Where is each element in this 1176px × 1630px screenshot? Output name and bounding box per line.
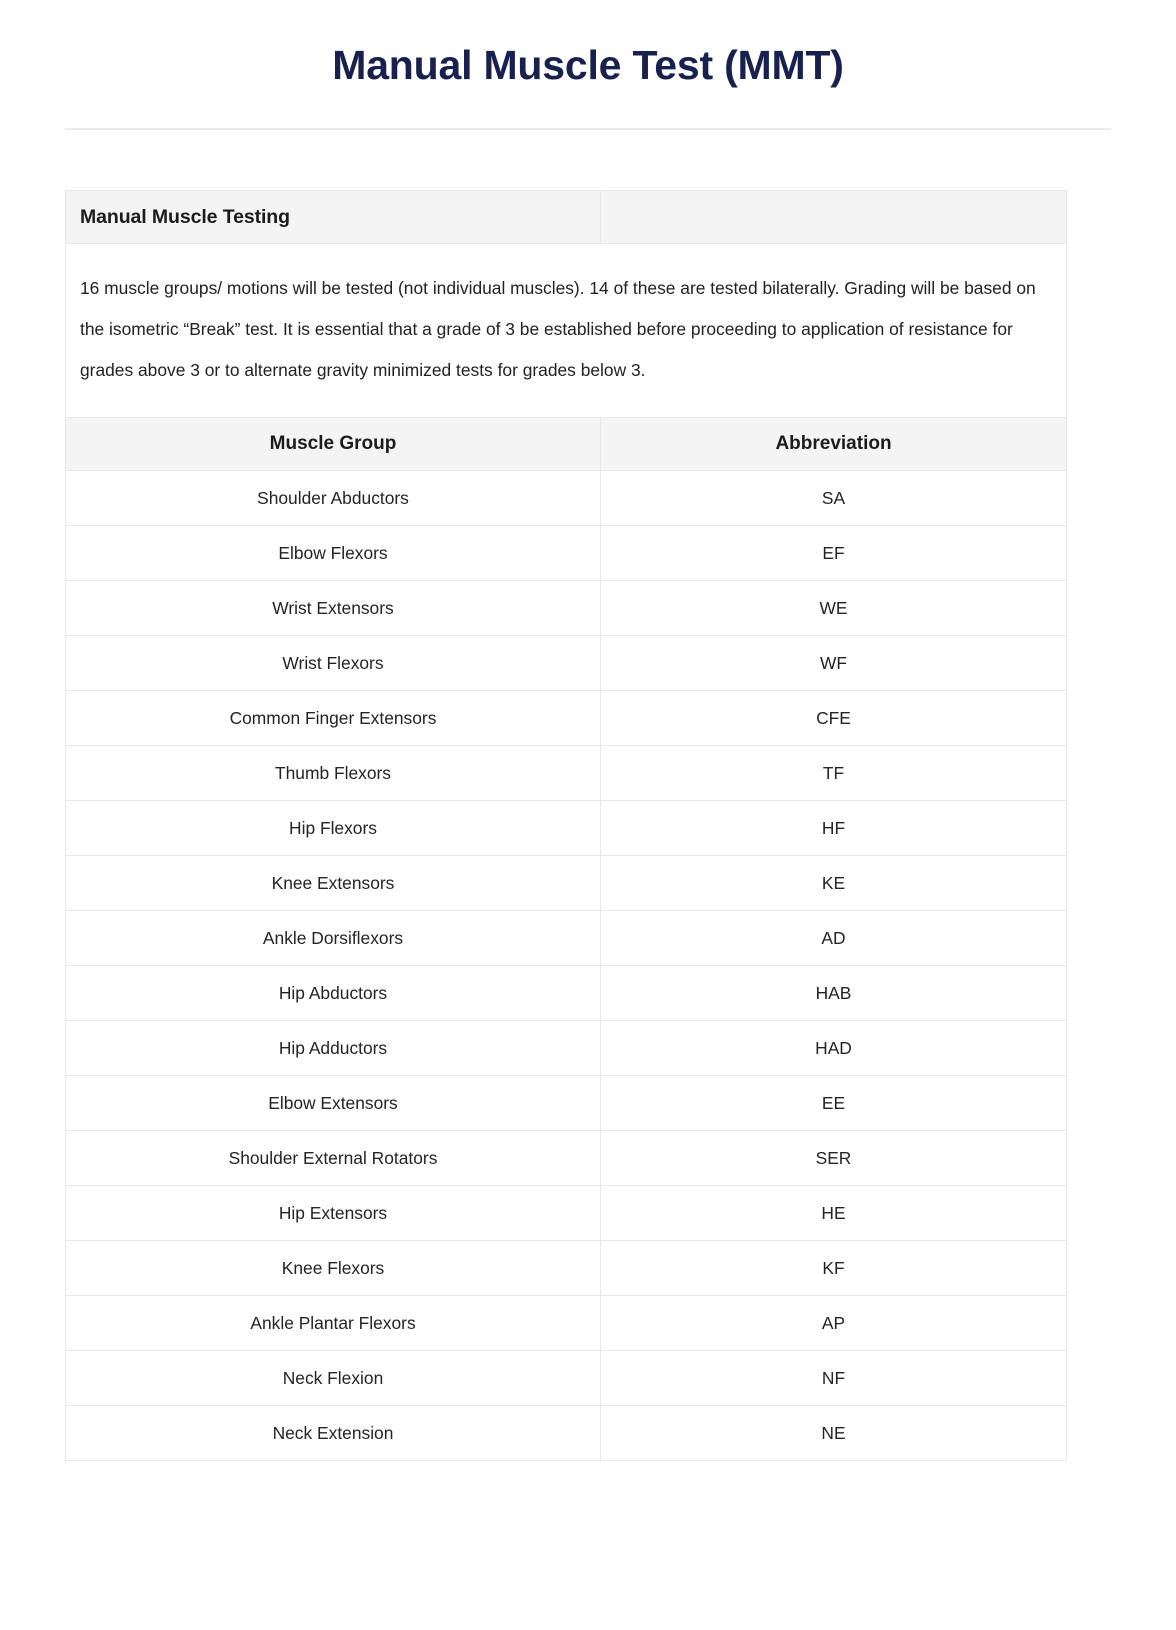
- table-row: [66, 581, 1067, 636]
- abbreviation-cell: AD: [601, 911, 1067, 966]
- section-header-label: Manual Muscle Testing: [80, 205, 290, 228]
- section-header-cell: [66, 191, 601, 244]
- muscle-group-cell: Knee Extensors: [66, 856, 601, 911]
- abbreviation-cell: WE: [601, 581, 1067, 636]
- table-row: [66, 1131, 1067, 1186]
- abbreviation-cell: HAB: [601, 966, 1067, 1021]
- muscle-group-cell: Neck Flexion: [66, 1351, 601, 1406]
- abbreviation-cell: KF: [601, 1241, 1067, 1296]
- table-row: [66, 636, 1067, 691]
- abbreviation-cell: SA: [601, 471, 1067, 526]
- muscle-group-cell: Elbow Flexors: [66, 526, 601, 581]
- abbreviation-cell: HAD: [601, 1021, 1067, 1076]
- intro-row: [66, 244, 1067, 418]
- intro-cell: [66, 244, 1067, 418]
- muscle-group-cell: Common Finger Extensors: [66, 691, 601, 746]
- mmt-table: [65, 190, 1067, 1461]
- column-header-abbreviation: Abbreviation: [601, 418, 1067, 471]
- table-row: [66, 1351, 1067, 1406]
- mmt-table-body: [66, 191, 1067, 1461]
- muscle-group-cell: Thumb Flexors: [66, 746, 601, 801]
- muscle-group-cell: Elbow Extensors: [66, 1076, 601, 1131]
- title-divider: [65, 128, 1111, 130]
- muscle-group-cell: Shoulder Abductors: [66, 471, 601, 526]
- abbreviation-cell: SER: [601, 1131, 1067, 1186]
- abbreviation-cell: CFE: [601, 691, 1067, 746]
- table-row: [66, 1186, 1067, 1241]
- muscle-group-cell: Hip Abductors: [66, 966, 601, 1021]
- abbreviation-cell: HF: [601, 801, 1067, 856]
- section-header-cell-empty: [601, 191, 1067, 244]
- muscle-group-cell: Wrist Flexors: [66, 636, 601, 691]
- mmt-table-container: [65, 190, 1111, 1461]
- muscle-group-cell: Ankle Dorsiflexors: [66, 911, 601, 966]
- table-row: [66, 1076, 1067, 1131]
- abbreviation-cell: AP: [601, 1296, 1067, 1351]
- table-row: [66, 1021, 1067, 1076]
- table-row: [66, 801, 1067, 856]
- column-header-muscle-group: Muscle Group: [66, 418, 601, 471]
- abbreviation-cell: HE: [601, 1186, 1067, 1241]
- muscle-group-cell: Shoulder External Rotators: [66, 1131, 601, 1186]
- table-row: [66, 911, 1067, 966]
- table-row: [66, 856, 1067, 911]
- page-header: [0, 0, 1176, 91]
- abbreviation-cell: EF: [601, 526, 1067, 581]
- column-header-row: [66, 418, 1067, 471]
- table-row: [66, 526, 1067, 581]
- table-row: [66, 1406, 1067, 1461]
- section-header-row: [66, 191, 1067, 244]
- muscle-group-cell: Ankle Plantar Flexors: [66, 1296, 601, 1351]
- muscle-group-cell: Wrist Extensors: [66, 581, 601, 636]
- table-row: [66, 471, 1067, 526]
- abbreviation-cell: WF: [601, 636, 1067, 691]
- muscle-group-cell: Hip Adductors: [66, 1021, 601, 1076]
- table-row: [66, 966, 1067, 1021]
- abbreviation-cell: NE: [601, 1406, 1067, 1461]
- page-title: Manual Muscle Test (MMT): [332, 42, 844, 88]
- intro-paragraph: 16 muscle groups/ motions will be tested (not individual muscles). 14 of these are tested bilaterally. Grading will be based on the isometric “Break” test. It is essential that a grade of 3 be established before proceeding to application of resistance for grades above 3 or to alternate gravity minimized tests for grades below 3.: [80, 278, 1036, 381]
- table-row: [66, 746, 1067, 801]
- muscle-group-cell: Hip Flexors: [66, 801, 601, 856]
- table-row: [66, 691, 1067, 746]
- muscle-group-cell: Neck Extension: [66, 1406, 601, 1461]
- muscle-group-cell: Hip Extensors: [66, 1186, 601, 1241]
- table-row: [66, 1296, 1067, 1351]
- muscle-group-cell: Knee Flexors: [66, 1241, 601, 1296]
- abbreviation-cell: TF: [601, 746, 1067, 801]
- table-row: [66, 1241, 1067, 1296]
- abbreviation-cell: KE: [601, 856, 1067, 911]
- abbreviation-cell: EE: [601, 1076, 1067, 1131]
- abbreviation-cell: NF: [601, 1351, 1067, 1406]
